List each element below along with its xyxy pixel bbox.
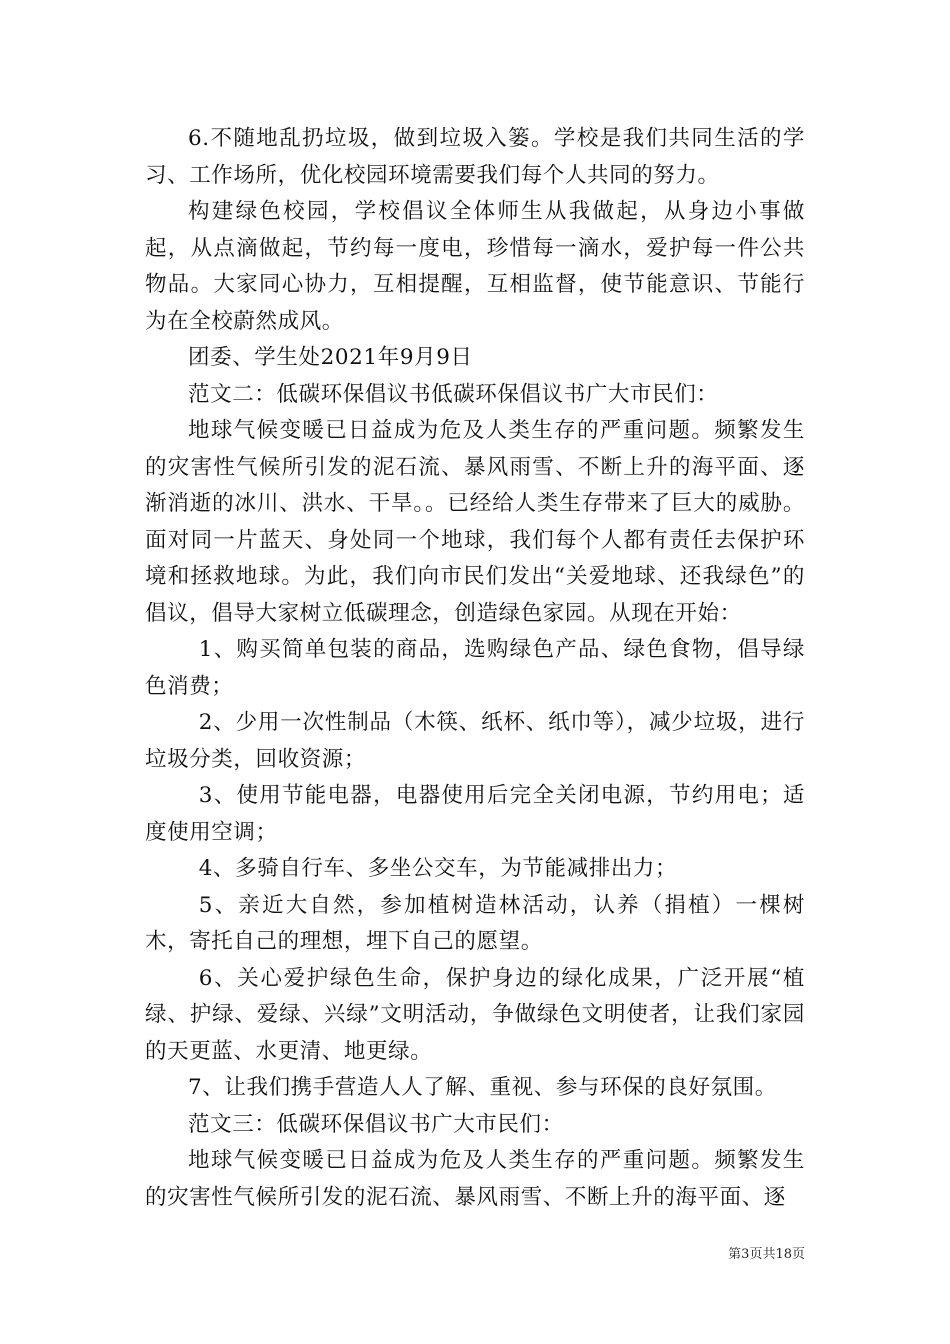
paragraph-rule-6: 6.不随地乱扔垃圾，做到垃圾入篓。学校是我们共同生活的学习、工作场所，优化校园环境需要我们每个人共同的努力。: [145, 126, 805, 188]
list-item-6: 6、关心爱护绿色生命，保护身边的绿化成果，广泛开展“植绿、护绿、爱绿、兴绿”文明活动，争做绿色文明使者，让我们家园的天更蓝、水更清、地更绿。: [145, 965, 805, 1064]
list-item-4: 4、多骑自行车、多坐公交车，为节能减排出力；: [198, 856, 678, 881]
list-item-2: 2、少用一次性制品（木筷、纸杯、纸巾等），减少垃圾，进行垃圾分类，回收资源；: [145, 710, 805, 772]
heading-sample-three: 范文三：低碳环保倡议书广大市民们：: [188, 1111, 564, 1137]
document-body: [145, 121, 805, 1216]
list-item-7: 7、让我们携手营造人人了解、重视、参与环保的良好氛围。: [188, 1075, 777, 1100]
page-number-footer: 第3页共18页: [728, 1247, 805, 1262]
paragraph-signature-date: 团委、学生处2021年9月9日: [188, 345, 473, 370]
list-item-5: 5、亲近大自然，参加植树造林活动，认养（捐植）一棵树木，寄托自己的理想，埋下自己的愿望。: [145, 892, 805, 954]
paragraph-green-campus: 构建绿色校园，学校倡议全体师生从我做起，从身边小事做起，从点滴做起，节约每一度电，珍惜每一滴水，爱护每一件公共物品。大家同心协力，互相提醒，互相监督，使节能意识、节能行为在全校蔚然成风。: [145, 199, 805, 334]
heading-sample-two: 范文二：低碳环保倡议书低碳环保倡议书广大市民们：: [188, 381, 719, 407]
paragraph-climate-intro: 地球气候变暖已日益成为危及人类生存的严重问题。频繁发生的灾害性气候所引发的泥石流、暴风雨雪、不断上升的海平面、逐渐消逝的冰川、洪水、干旱。。已经给人类生存带来了巨大的威胁。面对同一片蓝天、身处同一个地球，我们每个人都有责任去保护环境和拯救地球。为此，我们向市民们发出“关爱地球、还我绿色”的倡议，倡导大家树立低碳理念，创造绿色家园。从现在开始：: [145, 418, 805, 626]
list-item-3: 3、使用节能电器，电器使用后完全关闭电源，节约用电；适度使用空调；: [145, 783, 805, 845]
paragraph-climate-intro-repeat: 地球气候变暖已日益成为危及人类生存的严重问题。频繁发生的灾害性气候所引发的泥石流、暴风雨雪、不断上升的海平面、逐: [145, 1148, 805, 1210]
list-item-1: 1、购买简单包装的商品，选购绿色产品、绿色食物，倡导绿色消费；: [145, 637, 805, 699]
